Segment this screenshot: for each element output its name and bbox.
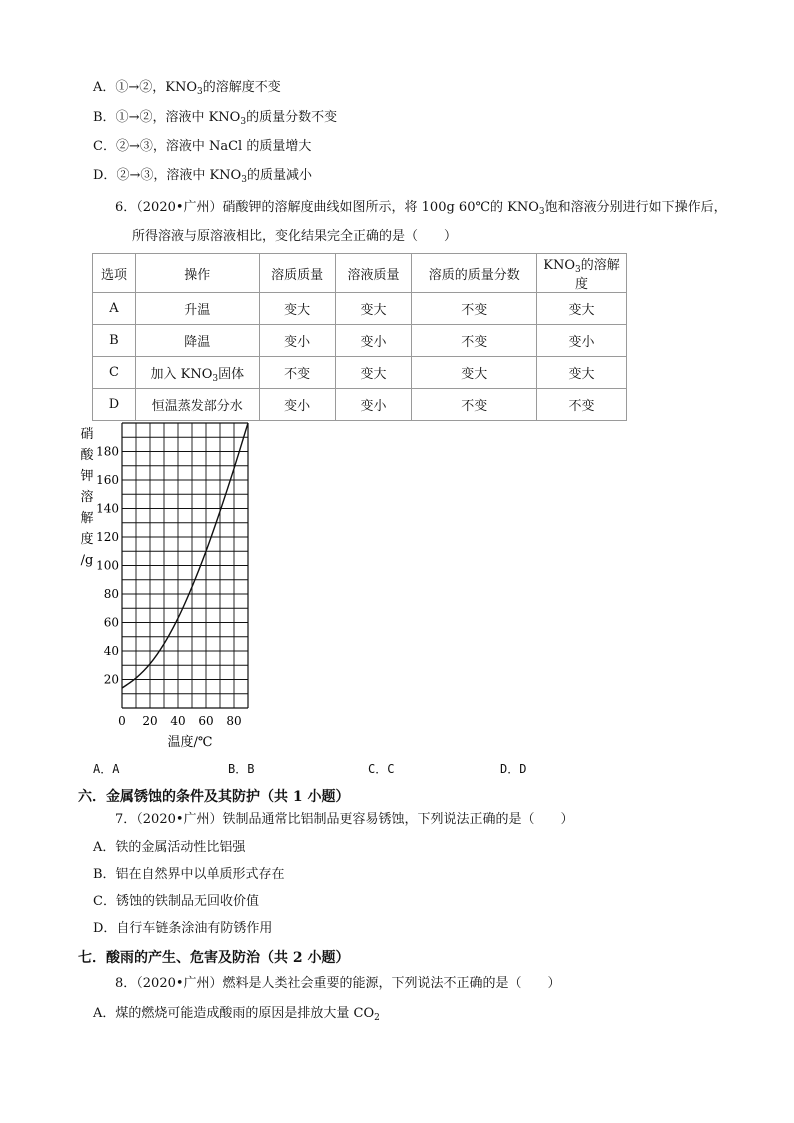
table-header-row <box>93 254 627 293</box>
row-mass-fraction: 变大 <box>412 357 537 389</box>
y-axis-label-char: 度 <box>80 532 94 547</box>
chart-grid <box>122 423 248 708</box>
y-axis-label-char: 钾 <box>80 469 94 484</box>
row-option: D <box>93 389 136 421</box>
y-axis-label-char: 酸 <box>80 448 94 463</box>
row-mass-fraction: 不变 <box>412 293 537 325</box>
q7-option-b: B．铝在自然界中以单质形式存在 <box>93 867 285 882</box>
y-tick-label: 60 <box>103 615 119 630</box>
q5-option-c: C．②→③，溶液中 NaCl 的质量增大 <box>93 139 312 154</box>
q8-stem: 8．（2020•广州）燃料是人类社会重要的能源，下列说法不正确的是（ ） <box>115 976 561 991</box>
q6-stem-line1: 6．（2020•广州）硝酸钾的溶解度曲线如图所示，将 100g 60℃的 $KNO_3$饱和溶液分别进行如下操作后， <box>115 200 727 217</box>
row-solute-mass: 不变 <box>259 357 335 389</box>
y-tick-label: 160 <box>96 473 119 487</box>
row-solute-mass: 变大 <box>259 293 335 325</box>
y-tick-label: 100 <box>96 558 119 573</box>
q5-option-b: B．①→②，溶液中 $KNO_3$的质量分数不变 <box>93 110 338 127</box>
table-row <box>93 293 627 325</box>
q7-option-a: A．铁的金属活动性比铝强 <box>93 840 246 855</box>
y-tick-label: 180 <box>96 444 119 459</box>
y-tick-label: 40 <box>103 644 119 658</box>
row-solution-mass: 变小 <box>335 389 412 421</box>
operations-table <box>92 253 627 421</box>
x-tick-label: 60 <box>198 714 214 728</box>
row-option: B <box>93 325 136 357</box>
header-operation: 操作 <box>135 254 259 293</box>
x-tick-label: 20 <box>142 714 158 728</box>
table-row <box>93 325 627 357</box>
section-7-heading: 七．酸雨的产生、危害及防治（共 2 小题） <box>78 950 350 966</box>
row-solution-mass: 变大 <box>335 293 412 325</box>
q7-stem: 7．（2020•广州）铁制品通常比铝制品更容易锈蚀，下列说法正确的是（ ） <box>115 812 574 827</box>
x-tick-labels <box>118 714 241 728</box>
header-mass-fraction: 溶质的质量分数 <box>412 254 537 293</box>
row-solution-mass: 变大 <box>335 357 412 389</box>
choice-d: D．D <box>500 762 527 776</box>
y-tick-labels <box>96 445 119 687</box>
y-axis-label-char: 溶 <box>80 490 94 505</box>
y-axis-label-char: 解 <box>80 511 94 526</box>
row-operation: 加入 $KNO_3$固体 <box>135 357 259 389</box>
row-option: A <box>93 293 136 325</box>
row-solubility: 变大 <box>537 357 627 389</box>
y-axis-label-char: 硝 <box>80 427 94 442</box>
row-operation: 降温 <box>135 325 259 357</box>
row-mass-fraction: 不变 <box>412 325 537 357</box>
row-solubility: 变小 <box>537 325 627 357</box>
y-tick-label: 140 <box>96 501 119 516</box>
x-tick-label: 0 <box>118 714 126 728</box>
row-solubility: 变大 <box>537 293 627 325</box>
y-tick-label: 120 <box>96 530 119 544</box>
series-line-kno3 <box>122 423 248 688</box>
q5-option-a: A．①→②，$KNO_3$的溶解度不变 <box>93 80 281 97</box>
q5-option-d: D．②→③，溶液中 $KNO_3$的质量减小 <box>93 168 312 185</box>
q6-stem-line2: 所得溶液与原溶液相比，变化结果完全正确的是（ ） <box>132 229 458 244</box>
choice-c: C．C <box>368 762 395 776</box>
choice-a: A．A <box>93 762 120 776</box>
q7-option-d: D．自行车链条涂油有防锈作用 <box>93 921 273 936</box>
table-row <box>93 389 627 421</box>
header-solute-mass: 溶质质量 <box>259 254 335 293</box>
row-solute-mass: 变小 <box>259 325 335 357</box>
section-6-heading: 六．金属锈蚀的条件及其防护（共 1 小题） <box>78 789 350 805</box>
y-axis-label-char: /g <box>80 553 94 568</box>
y-axis-label <box>80 426 94 568</box>
table-row <box>93 357 627 389</box>
solubility-chart <box>70 418 270 753</box>
q7-option-c: C．锈蚀的铁制品无回收价值 <box>93 894 259 909</box>
row-solubility: 不变 <box>537 389 627 421</box>
row-mass-fraction: 不变 <box>412 389 537 421</box>
row-operation: 升温 <box>135 293 259 325</box>
y-tick-label: 80 <box>103 587 119 601</box>
header-solubility: $KNO_3$的溶解度 <box>537 254 627 293</box>
header-solution-mass: 溶液质量 <box>335 254 412 293</box>
y-tick-label: 20 <box>103 672 119 687</box>
row-operation: 恒温蒸发部分水 <box>135 389 259 421</box>
row-solute-mass: 变小 <box>259 389 335 421</box>
row-solution-mass: 变小 <box>335 325 412 357</box>
q6-choices <box>93 760 553 776</box>
x-axis-label: 温度/℃ <box>167 735 213 750</box>
row-option: C <box>93 357 136 389</box>
x-tick-label: 40 <box>170 714 186 728</box>
header-option: 选项 <box>93 254 136 293</box>
x-tick-label: 80 <box>226 714 242 728</box>
q8-option-a: A．煤的燃烧可能造成酸雨的原因是排放大量 $CO_2$ <box>93 1006 380 1023</box>
choice-b: B．B <box>228 762 255 776</box>
